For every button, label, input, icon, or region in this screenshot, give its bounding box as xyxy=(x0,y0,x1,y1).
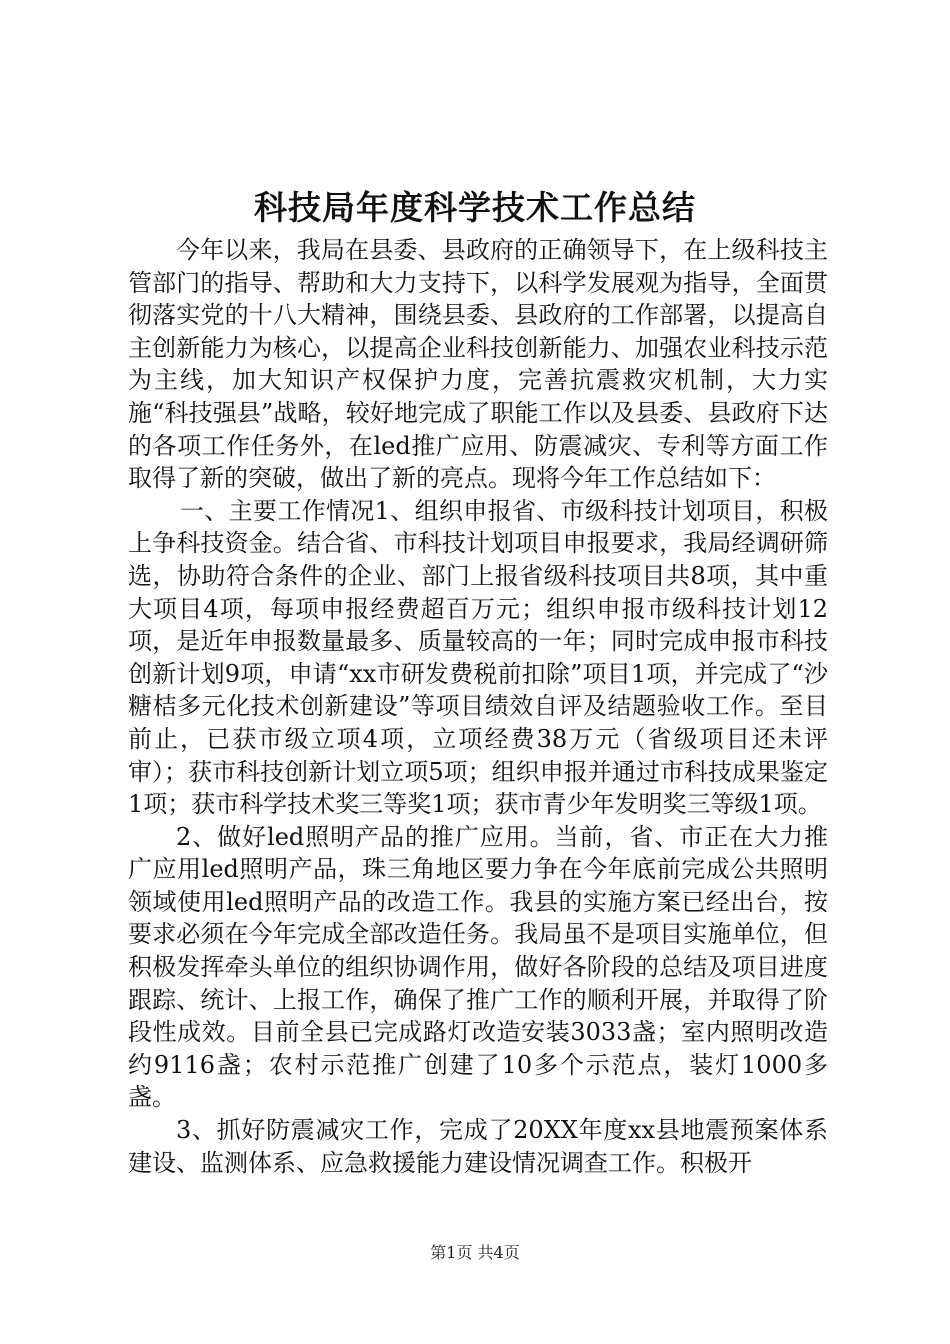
document-body xyxy=(128,234,828,1179)
page-number-footer: 第1页 共4页 xyxy=(430,1243,520,1262)
document-title: 科技局年度科学技术工作总结 xyxy=(254,188,696,227)
paragraph-section-1: 一、主要工作情况1、组织申报省、市级科技计划项目，积极上争科技资金。结合省、市科技计划项目申报要求，我局经调研筛选，协助符合条件的企业、部门上报省级科技项目共8项，其中重大项目4项，每项申报经费超百万元；组织申报市级科技计划12项，是近年申报数量最多、质量较高的一年；同时完成申报市科技创新计划9项，申请“xx市研发费税前扣除”项目1项，并完成了“沙糖桔多元化技术创新建设”等项目绩效自评及结题验收工作。至目前止，已获市级立项4项，立项经费38万元（省级项目还未评审）；获市科技创新计划立项5项；组织申报并通过市科技成果鉴定1项；获市科学技术奖三等奖1项；获市青少年发明奖三等级1项。 xyxy=(128,496,828,819)
paragraph-section-2: 2、做好led照明产品的推广应用。当前，省、市正在大力推广应用led照明产品，珠三角地区要力争在今年底前完成公共照明领域使用led照明产品的改造工作。我县的实施方案已经出台，按要求必须在今年完成全部改造任务。我局虽不是项目实施单位，但积极发挥牵头单位的组织协调作用，做好各阶段的总结及项目进度跟踪、统计、上报工作，确保了推广工作的顺利开展，并取得了阶段性成效。目前全县已完成路灯改造安装3033盏；室内照明改造约9116盏；农村示范推广创建了10多个示范点，装灯1000多盏。 xyxy=(128,822,828,1112)
paragraph-section-3: 3、抓好防震减灾工作，完成了20XX年度xx县地震预案体系建设、监测体系、应急救援能力建设情况调查工作。积极开 xyxy=(128,1116,828,1177)
paragraph-intro: 今年以来，我局在县委、县政府的正确领导下，在上级科技主管部门的指导、帮助和大力支持下，以科学发展观为指导，全面贯彻落实党的十八大精神，围绕县委、县政府的工作部署，以提高自主创新能力为核心，以提高企业科技创新能力、加强农业科技示范为主线，加大知识产权保护力度，完善抗震救灾机制，大力实施“科技强县”战略，较好地完成了职能工作以及县委、县政府下达的各项工作任务外，在led推广应用、防震减灾、专利等方面工作取得了新的突破，做出了新的亮点。现将今年工作总结如下： xyxy=(128,236,828,493)
